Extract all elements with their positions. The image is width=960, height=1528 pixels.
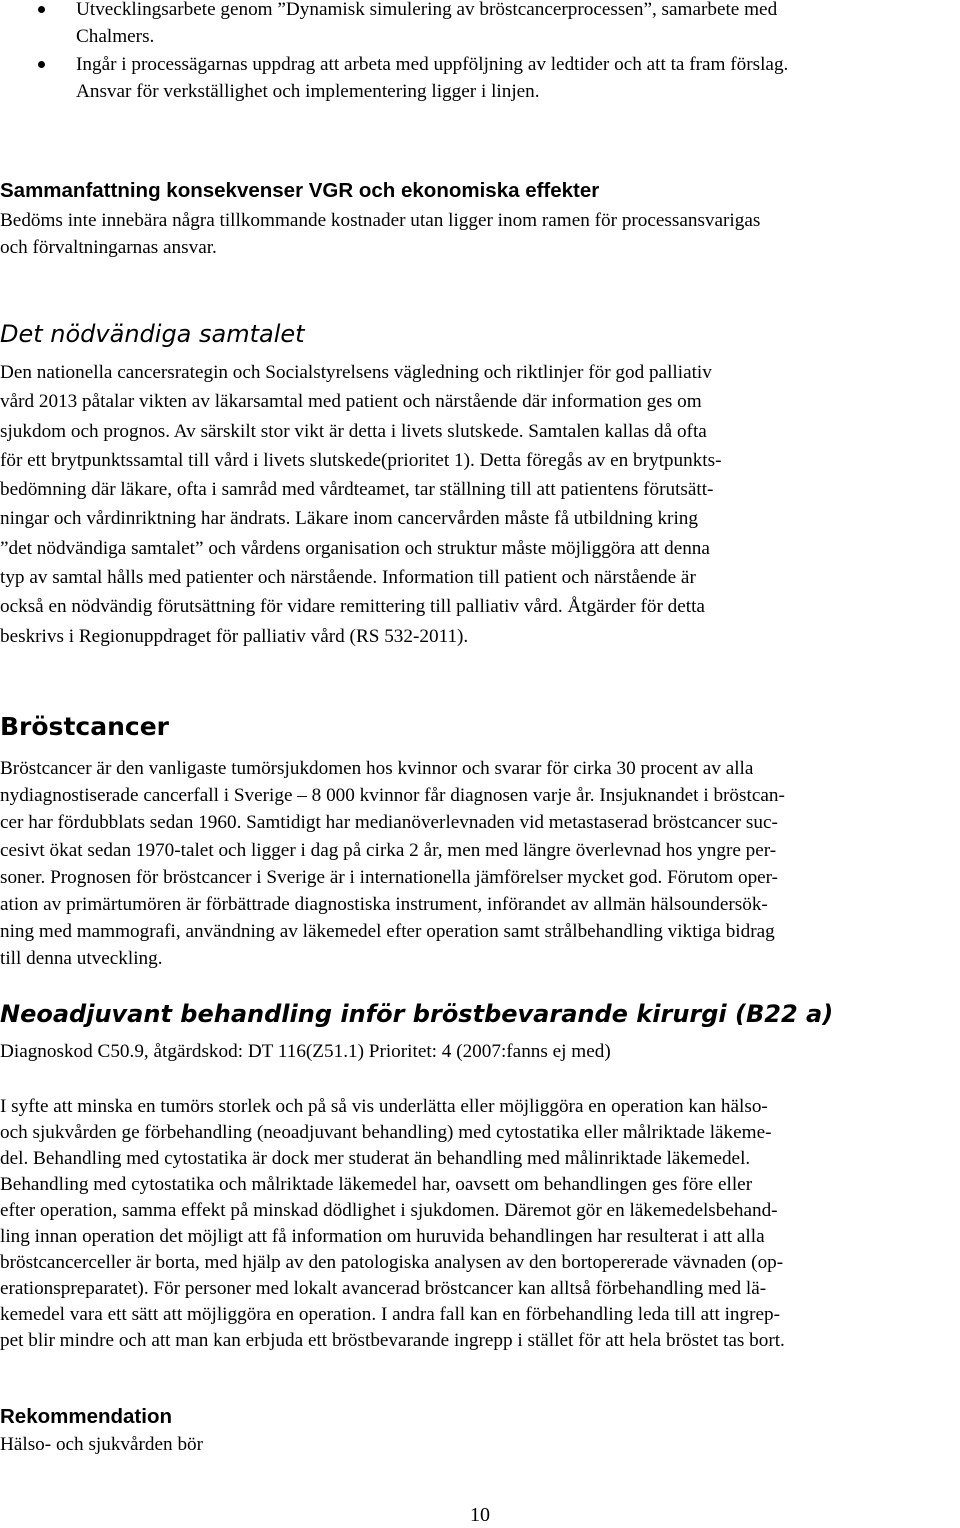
rekommendation-heading: Rekommendation — [0, 1405, 172, 1428]
brostcancer-heading: Bröstcancer — [0, 712, 169, 741]
paragraph-line: cesivt ökat sedan 1970-talet och ligger i dag på cirka 2 år, men med längre överlevnad hos yngre per- — [0, 839, 777, 861]
paragraph-line: bedömning där läkare, ofta i samråd med vårdteamet, tar ställning till att patientens förutsätt- — [0, 479, 714, 501]
brostcancer-paragraph — [0, 755, 960, 973]
sammanfattning-heading: Sammanfattning konsekvenser VGR och ekonomiska effekter — [0, 179, 600, 202]
paragraph-line: soner. Prognosen för bröstcancer i Sverige är i internationella jämförelser mycket god. Förutom oper- — [0, 866, 779, 888]
paragraph-line: kemedel vara ett sätt att möjliggöra en operation. I andra fall kan en förbehandling leda till att ingrep- — [0, 1304, 780, 1325]
intro-bullet-list — [0, 0, 960, 106]
paragraph-line: sjukdom och prognos. Av särskilt stor vikt är detta i livets slutskede. Samtalen kallas då ofta — [0, 420, 707, 442]
paragraph-line: I syfte att minska en tumörs storlek och på så vis underlätta eller möjliggöra en operation kan hälso- — [0, 1096, 768, 1117]
paragraph-line: del. Behandling med cytostatika är dock mer studerat än behandling med målinriktade läkemedel. — [0, 1148, 751, 1169]
paragraph-line: vård 2013 påtalar vikten av läkarsamtal med patient och närstående där information ges om — [0, 391, 702, 413]
paragraph-line: Den nationella cancersrategin och Socialstyrelsens vägledning och riktlinjer för god palliativ — [0, 362, 712, 383]
paragraph-line: ningar och vårdinriktning har ändrats. Läkare inom cancervården måste få utbildning kring — [0, 508, 698, 530]
paragraph-line: ation av primärtumören är förbättrade diagnostiska instrument, införandet av allmän hälsoundersök- — [0, 894, 768, 916]
rekommendation-text: Hälso- och sjukvården bör — [0, 1434, 204, 1455]
paragraph-line: Bröstcancer är den vanligaste tumörsjukdomen hos kvinnor och svarar för cirka 30 procent av alla — [0, 758, 754, 779]
bullet-item — [0, 0, 960, 51]
paragraph-line: också en nödvändig förutsättning för vidare remittering till palliativ vård. Åtgärder för detta — [0, 596, 705, 618]
paragraph-line: ning med mammografi, användning av läkemedel efter operation samt strålbehandling viktiga bidrag — [0, 921, 775, 943]
samtalet-paragraph — [0, 358, 960, 651]
sammanfattning-paragraph — [0, 207, 960, 261]
paragraph-line: och förvaltningarnas ansvar. — [0, 237, 217, 258]
paragraph-line: för ett brytpunktssamtal till vård i livets slutskede(prioritet 1). Detta föregås av en brytpunkts- — [0, 449, 722, 471]
neoadjuvant-heading: Neoadjuvant behandling inför bröstbevarande kirurgi (B22 a) — [0, 1000, 834, 1028]
neoadjuvant-paragraph — [0, 1094, 960, 1354]
page-number: 10 — [470, 1504, 490, 1526]
paragraph-line: ”det nödvändiga samtalet” och vårdens organisation och struktur måste möjliggöra att denna — [0, 537, 710, 559]
bullet-item — [0, 51, 960, 106]
paragraph-line: nydiagnostiserade cancerfall i Sverige – 8 000 kvinnor får diagnosen varje år. Insjuknandet i bröstcan- — [0, 785, 785, 807]
paragraph-line: beskrivs i Regionuppdraget för palliativ vård (RS 532-2011). — [0, 625, 469, 647]
paragraph-line: Behandling med cytostatika och målriktade läkemedel har, oavsett om behandlingen ges före eller — [0, 1174, 753, 1195]
paragraph-line: till denna utveckling. — [0, 948, 163, 970]
paragraph-line: bröstcancerceller är borta, med hjälp av den patologiska analysen av den bortopererade vävnaden (op- — [0, 1252, 784, 1273]
paragraph-line: pet blir mindre och att man kan erbjuda ett bröstbevarande ingrepp i stället för att hela bröstet tas bort. — [0, 1330, 785, 1351]
samtalet-heading: Det nödvändiga samtalet — [0, 320, 305, 348]
paragraph-line: och sjukvården ge förbehandling (neoadjuvant behandling) med cytostatika eller målriktade läkeme- — [0, 1122, 772, 1143]
paragraph-line: typ av samtal hålls med patienter och närstående. Information till patient och närstående är — [0, 567, 696, 589]
paragraph-line: cer har fördubblats sedan 1960. Samtidigt har medianöverlevnaden vid metastaserad bröstcancer suc- — [0, 812, 778, 834]
paragraph-line: efter operation, samma effekt på minskad dödlighet i sjukdomen. Däremot gör en läkemedelsbehand- — [0, 1200, 778, 1221]
diagnos-line: Diagnoskod C50.9, åtgärdskod: DT 116(Z51.1) Prioritet: 4 (2007:fanns ej med) — [0, 1041, 611, 1062]
bullet-dot — [38, 6, 45, 13]
paragraph-line: erationspreparatet). För personer med lokalt avancerad bröstcancer kan alltså förbehandling med lä- — [0, 1278, 767, 1299]
bullet-line: Ansvar för verkställighet och implementering ligger i linjen. — [76, 81, 540, 103]
bullet-dot — [38, 61, 45, 68]
paragraph-line: ling innan operation det möjligt att få information om huruvida behandlingen har resulterat i att alla — [0, 1226, 765, 1247]
bullet-line: Ingår i processägarnas uppdrag att arbeta med uppföljning av ledtider och att ta fram förslag. — [76, 53, 789, 75]
bullet-line: Chalmers. — [76, 26, 155, 48]
paragraph-line: Bedöms inte innebära några tillkommande kostnader utan ligger inom ramen för processansvarigas — [0, 210, 761, 231]
bullet-line: Utvecklingsarbete genom ”Dynamisk simulering av bröstcancerprocessen”, samarbete med — [76, 0, 778, 20]
